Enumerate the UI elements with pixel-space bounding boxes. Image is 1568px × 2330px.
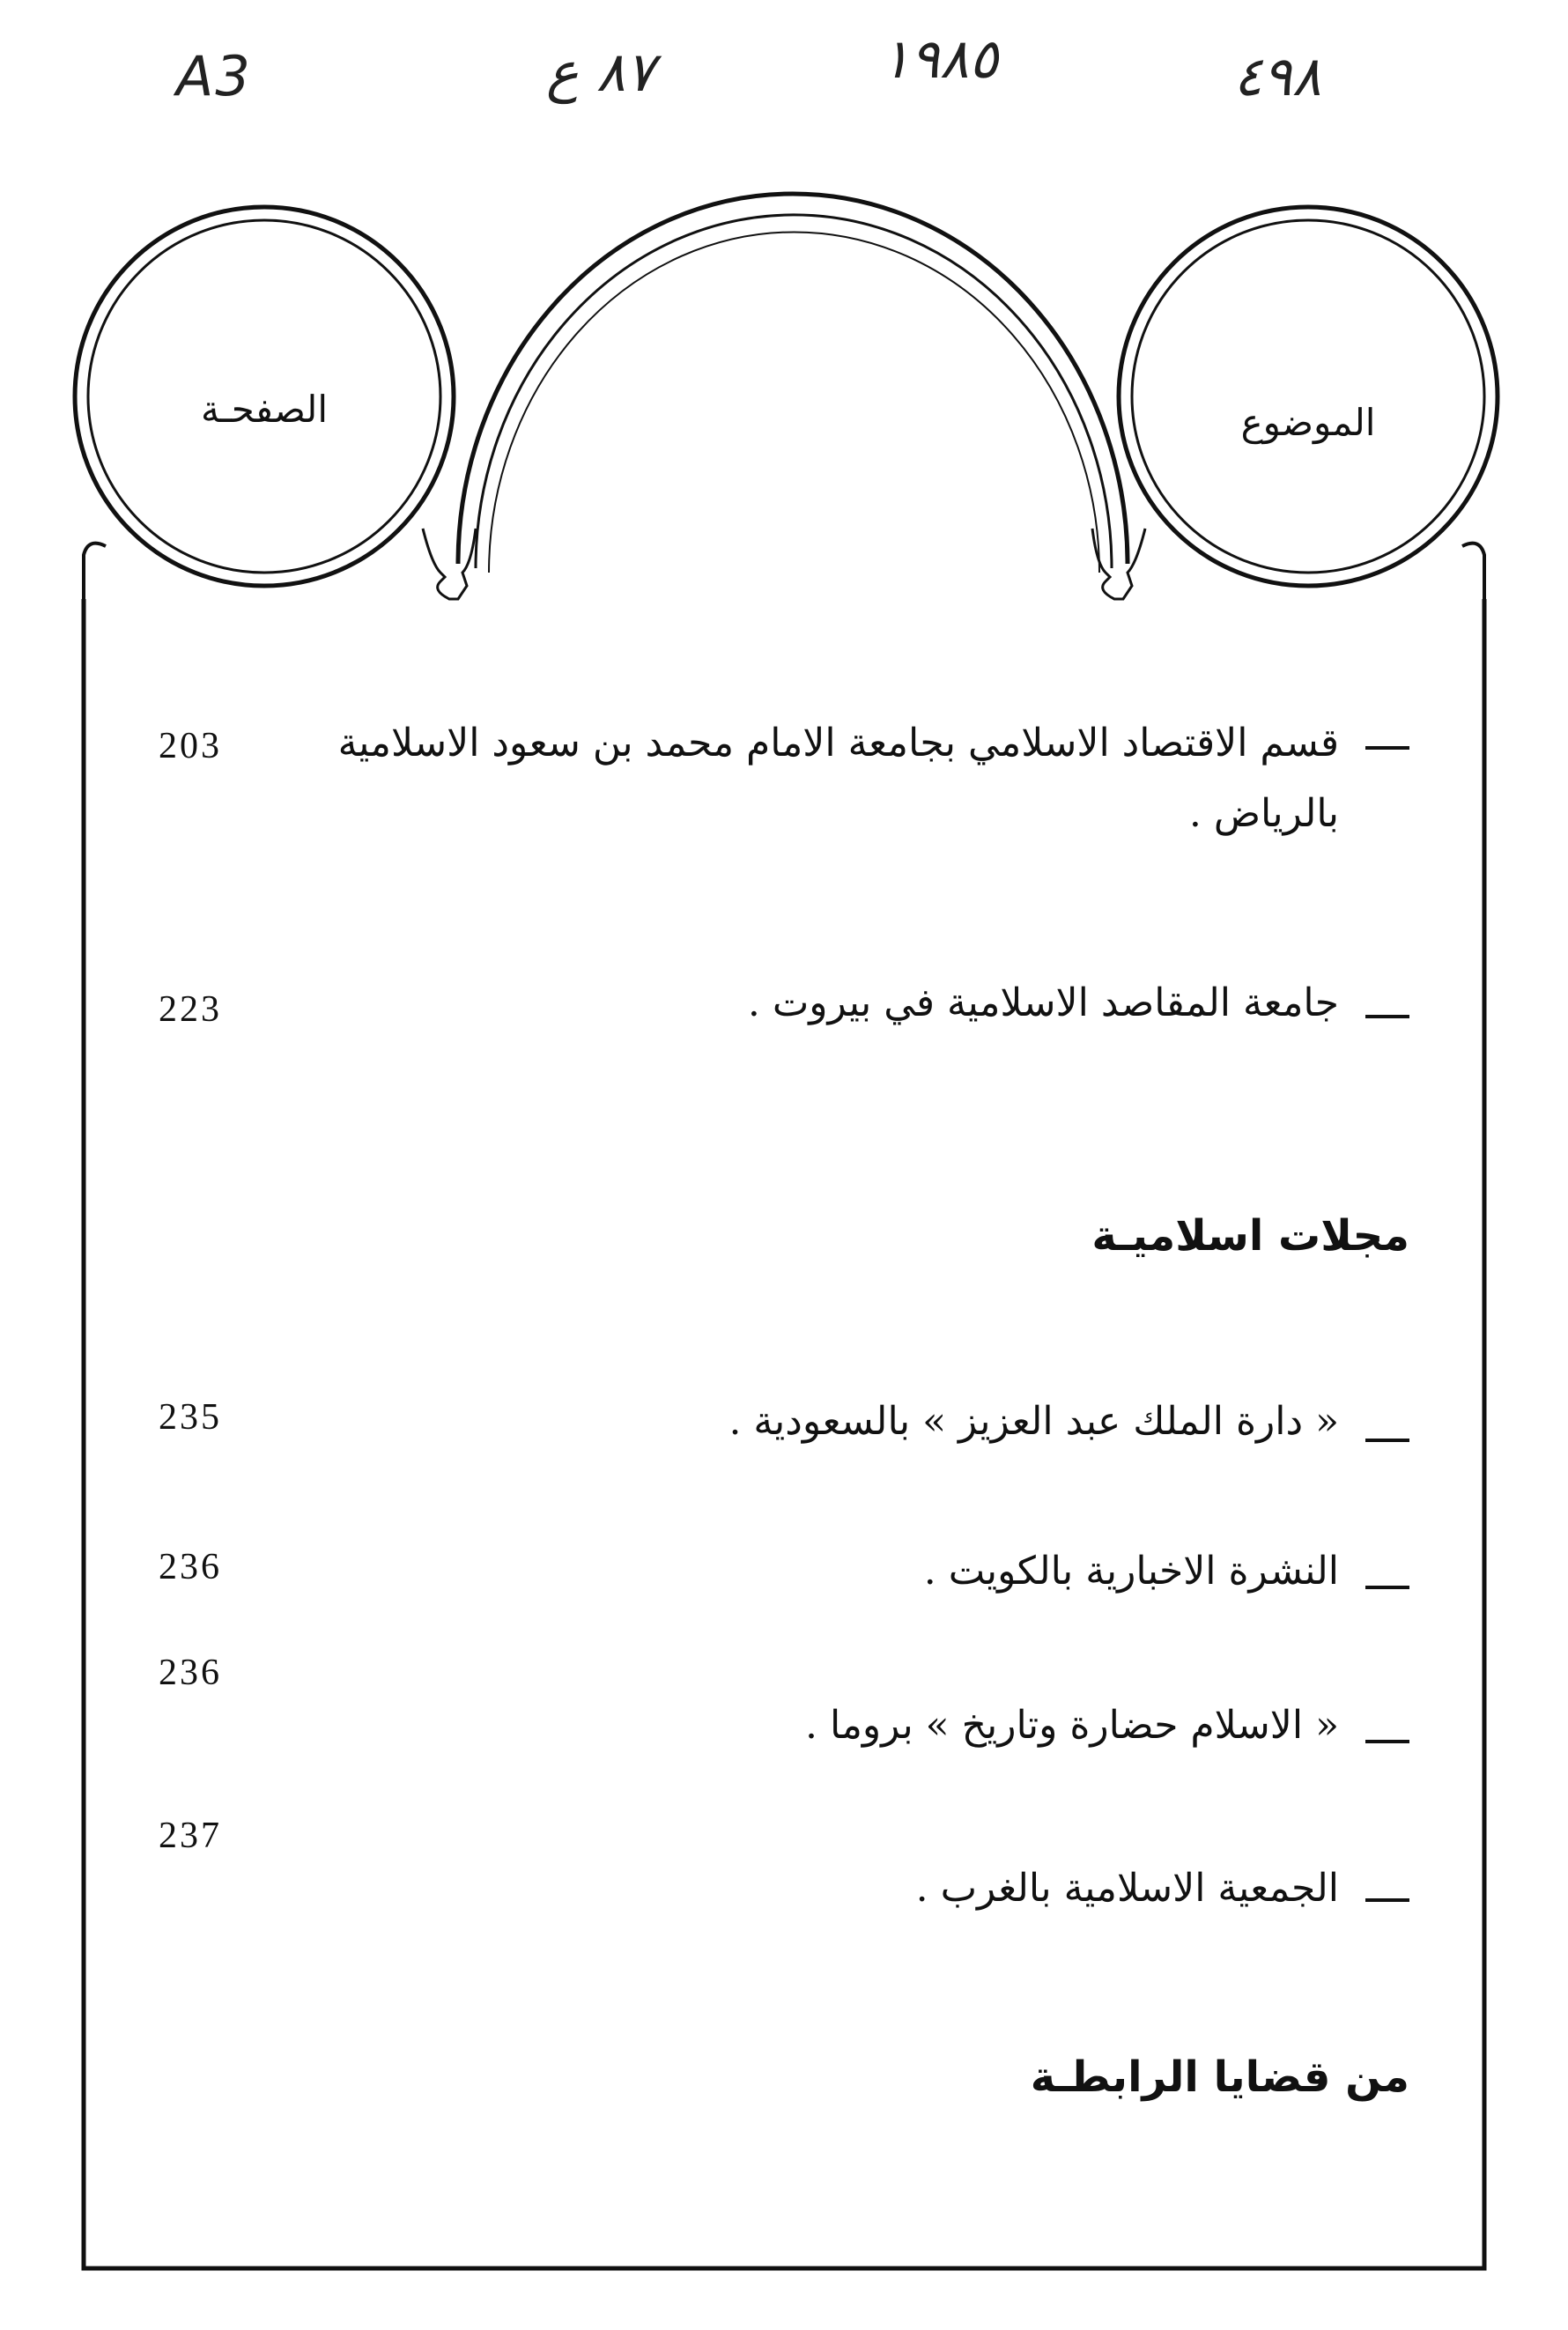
entry-dash xyxy=(1365,1586,1409,1589)
entry-page-number: 236 xyxy=(159,1547,222,1587)
entry-dash xyxy=(1365,746,1409,750)
right-pendant xyxy=(1092,529,1145,599)
entry-title: جامعة المقاصد الاسلامية في بيروت . xyxy=(747,980,1339,1025)
entry-page-number: 236 xyxy=(159,1653,222,1693)
toc-entry xyxy=(132,1815,1436,1920)
handwritten-note-center-left: ٨٧ ع xyxy=(546,40,655,104)
subject-column-header: الموضوع xyxy=(1240,401,1376,444)
entry-page-number: 223 xyxy=(159,989,222,1030)
entry-title-continued: بالرياض . xyxy=(1188,791,1339,836)
entry-page-number: 235 xyxy=(159,1397,222,1438)
toc-entry xyxy=(132,1652,1436,1757)
entry-title: « الاسلام حضارة وتاريخ » بروما . xyxy=(804,1703,1339,1748)
toc-entry xyxy=(132,709,1436,859)
frame-top-left xyxy=(84,544,106,599)
right-circle-inner xyxy=(1132,220,1484,573)
entry-dash xyxy=(1365,1898,1409,1902)
entry-page-number: 203 xyxy=(159,726,222,766)
page-column-header: الصفحـة xyxy=(200,388,329,431)
handwritten-note-center: ١٩٨٥ xyxy=(881,26,999,91)
entry-title: قسم الاقتصاد الاسلامي بجامعة الامام محمد بن سعود الاسلامية xyxy=(337,721,1339,766)
central-arch-inner xyxy=(476,215,1112,568)
toc-entry xyxy=(132,1537,1436,1608)
toc-entry xyxy=(132,1387,1436,1458)
right-circle-outer xyxy=(1119,207,1498,586)
entry-title: الجمعية الاسلامية بالغرب . xyxy=(915,1866,1339,1911)
entry-title: النشرة الاخبارية بالكويت . xyxy=(923,1549,1339,1594)
frame-top-right xyxy=(1462,544,1484,599)
handwritten-note-right: ٤٩٨ xyxy=(1233,44,1321,108)
entry-dash xyxy=(1365,1740,1409,1743)
entry-dash xyxy=(1365,1015,1409,1018)
central-arch-outer xyxy=(458,194,1128,564)
left-pendant xyxy=(423,529,476,599)
central-arch-inner2 xyxy=(489,232,1099,573)
section-title: من قضايا الرابطـة xyxy=(1030,2053,1409,2102)
handwritten-note-left: A3 xyxy=(176,44,252,108)
section-title: مجلات اسلاميـة xyxy=(1091,1211,1409,1261)
entry-title: « دارة الملك عبد العزيز » بالسعودية . xyxy=(729,1399,1339,1444)
toc-entry xyxy=(132,969,1436,1048)
entry-page-number: 237 xyxy=(159,1816,222,1856)
entry-dash xyxy=(1365,1439,1409,1442)
